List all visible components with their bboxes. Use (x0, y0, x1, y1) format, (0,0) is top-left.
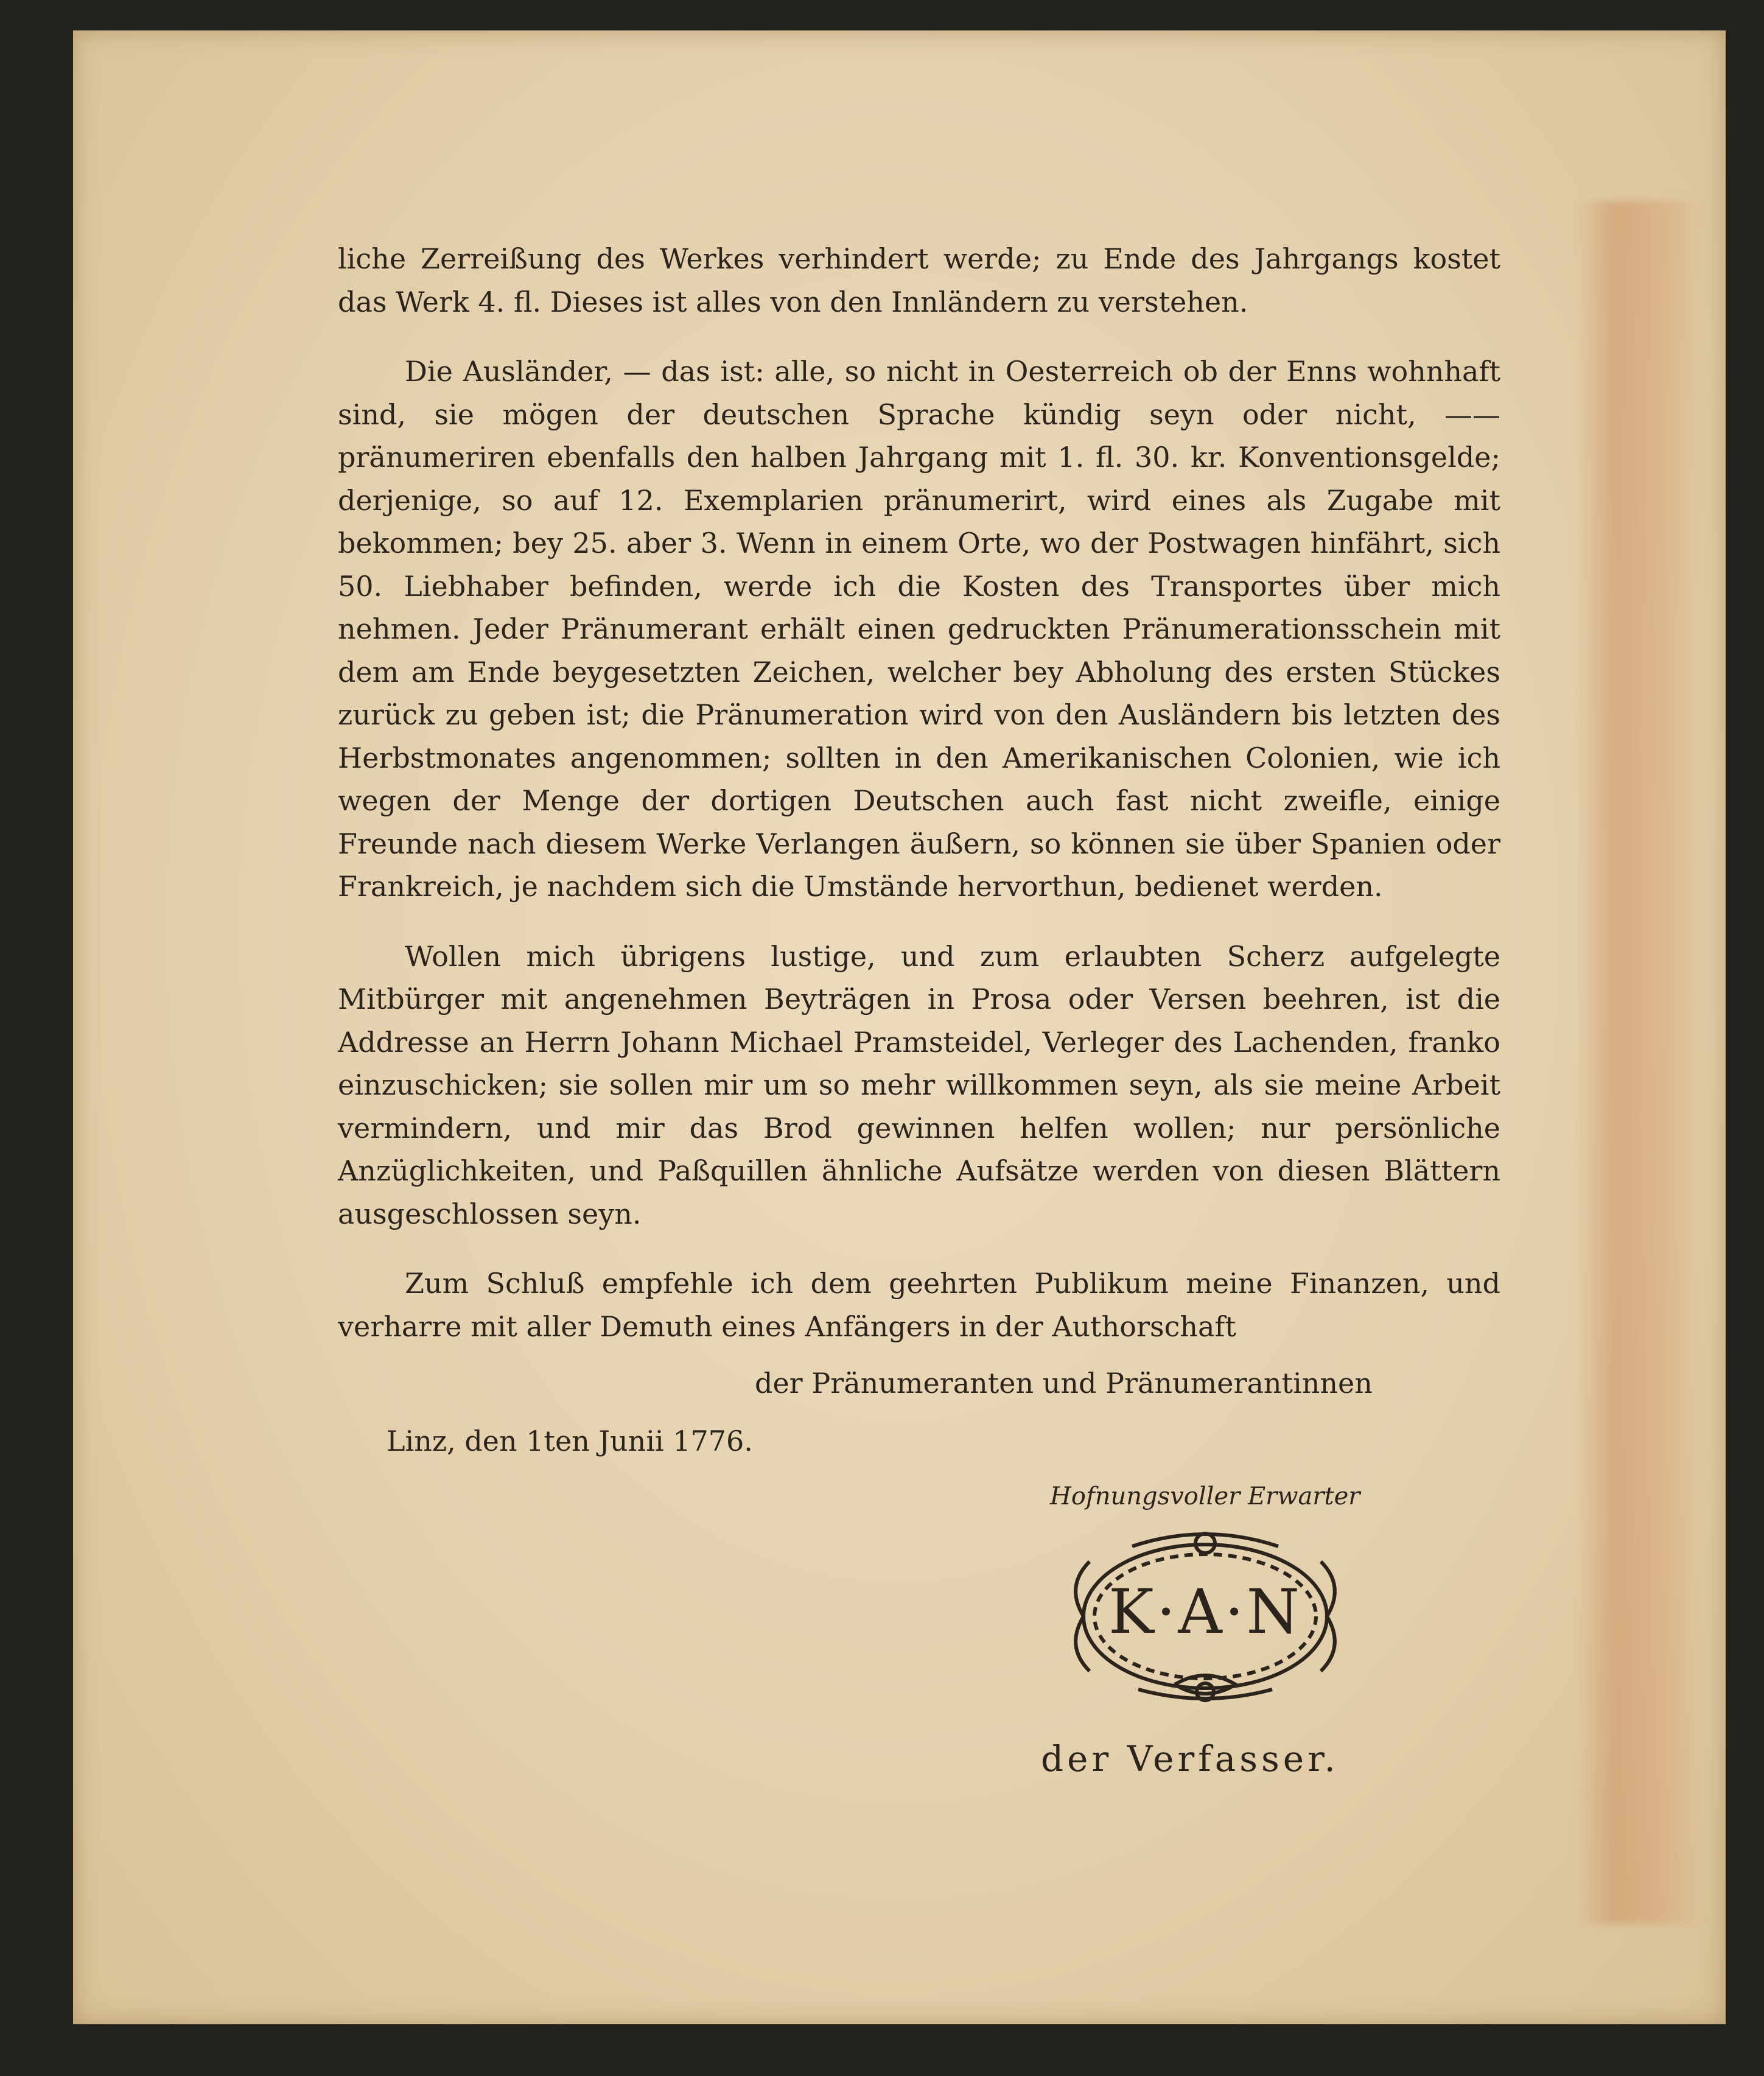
paragraph-contributions: Wollen mich übrigens lustige, und zum erlaubten Scherz aufgelegte Mitbürger mit angenehmen Beyträgen in Prosa oder Versen beehren, ist die Addresse an Herrn Johann Michael Pramsteidel, Verleger des Lachenden, franko einzuschicken; sie sollen mir um so mehr willkommen seyn, als sie meine Arbeit vermindern, und mir das Brod gewinnen helfen wollen; nur persönliche Anzüglichkeiten, und Paßquillen ähnliche Aufsätze werden von diesen Blättern ausgeschlossen seyn. (338, 939, 1500, 1230)
paragraph-closing: Zum Schluß empfehle ich dem geehrten Publikum meine Finanzen, und verharre mit aller Demuth eines Anfängers in der Authorschaft (338, 1267, 1500, 1343)
expectant-line: Hofnungsvoller Erwarter (1050, 1482, 1360, 1510)
seal-monogram: K·A·N (1108, 1576, 1302, 1647)
paragraph-continuation: liche Zerreißung des Werkes verhindert werde; zu Ende des Jahrgangs kostet das Werk 4. fl. Dieses ist alles von den Innländern zu verstehen. (338, 242, 1500, 318)
body-text (338, 237, 1500, 1375)
paragraph-foreigners: Die Ausländer, — das ist: alle, so nicht in Oesterreich ob der Enns wohnhaft sind, sie mögen der deutschen Sprache kündig seyn oder nicht, —— pränumeriren ebenfalls den halben Jahrgang mit 1. fl. 30. kr. Konventionsgelde; derjenige, so auf 12. Exemplarien pränumerirt, wird eines als Zugabe mit bekommen; bey 25. aber 3. Wenn in einem Orte, wo der Postwagen hinfährt, sich 50. Liebhaber befinden, werde ich die Kosten des Transportes über mich nehmen. Jeder Pränumerant erhält einen gedruckten Pränumerationsschein mit dem am Ende beygesetzten Zeichen, welcher bey Abholung des ersten Stückes zurück zu geben ist; die Pränumeration wird von den Ausländern bis letzten des Herbstmonates angenommen; sollten in den Amerikanischen Colonien, wie ich wegen der Menge der dortigen Deutschen auch fast nicht zweifle, einige Freunde nach diesem Werke Verlangen äußern, so können sie über Spanien oder Frankreich, je nachdem sich die Umstände hervorthun, bedienet werden. (338, 355, 1500, 903)
seal-emblem (1047, 1525, 1363, 1708)
author-line: der Verfasser. (1041, 1738, 1339, 1780)
water-stain (1577, 201, 1704, 1924)
date-line: Linz, den 1ten Junii 1776. (387, 1425, 753, 1457)
signoff-line: der Pränumeranten und Pränumerantinnen (755, 1367, 1373, 1400)
